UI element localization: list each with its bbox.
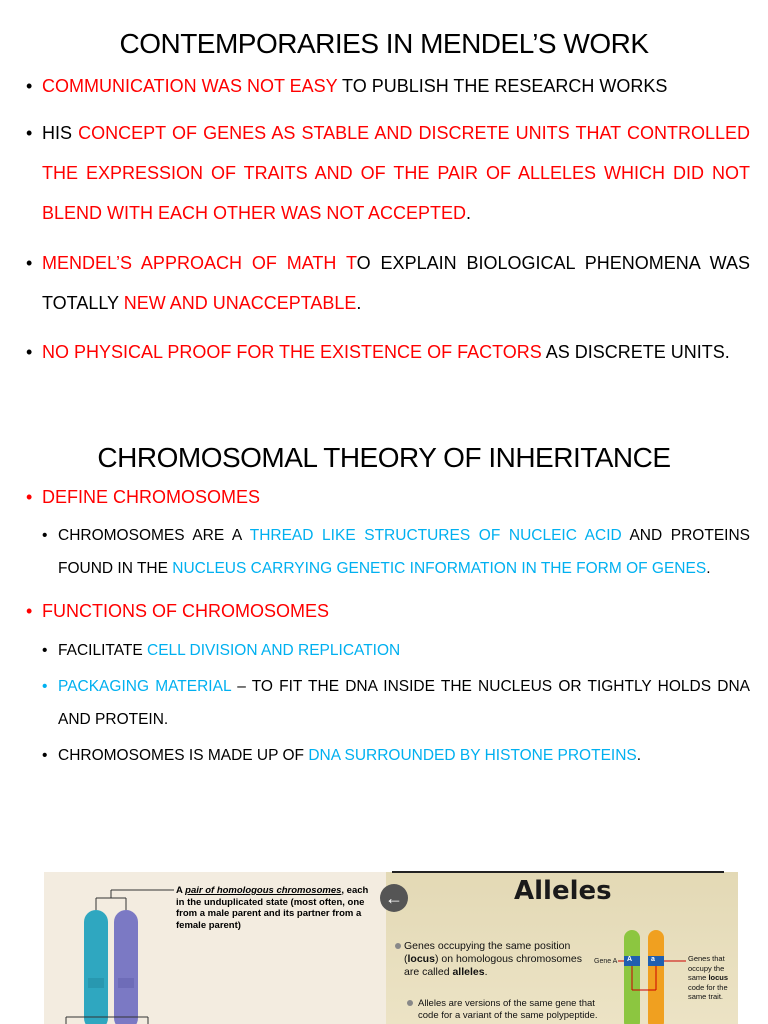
allele-b-label: a — [651, 956, 655, 963]
s1-bullet-4 — [26, 332, 750, 372]
functions-sub-3 — [42, 739, 750, 772]
bullet-dot: • — [26, 253, 33, 273]
s1-bullet-3 — [26, 243, 750, 323]
text-run: CHROMOSOMES ARE A — [58, 527, 250, 544]
text-run: AS DISCRETE UNITS. — [541, 342, 730, 362]
back-arrow-icon[interactable]: ← — [380, 884, 408, 912]
genes-locus-text: Genes occupying the same position (locus) on homologous chromosomes are called alleles. — [404, 940, 583, 978]
define-heading-text: • DEFINE CHROMOSOMES — [26, 487, 261, 507]
s1-bullet-1 — [26, 66, 750, 106]
text-run: FACILITATE — [58, 642, 147, 659]
functions-heading-text: • FUNCTIONS OF CHROMOSOMES — [26, 601, 329, 621]
text-run: AND PROTEINS FOUND IN THE — [58, 527, 750, 577]
same-locus-note: Genes that occupy the same locus code for the same trait. — [688, 954, 729, 1001]
define-sub-1-text — [42, 519, 750, 585]
bullet-dot: • — [42, 678, 48, 695]
alleles-title: Alleles — [514, 876, 612, 906]
bullet-dot: • — [26, 123, 33, 143]
text-run: TO PUBLISH THE RESEARCH WORKS — [337, 76, 668, 96]
functions-sub-3-text — [42, 739, 750, 772]
text-run: O EXPLAIN BIOLOGICAL PHENOMENA WAS TOTALLY — [42, 253, 751, 313]
allele-a-label: A — [627, 956, 633, 963]
section1-title: CONTEMPORARIES IN MENDEL’S WORK — [119, 28, 649, 59]
text-run: DNA SURROUNDED BY HISTONE PROTEINS — [308, 747, 637, 764]
text-run: – TO FIT THE DNA INSIDE THE NUCLEUS OR TIGHTLY HOLDS DNA AND PROTEIN. — [58, 678, 751, 728]
define-heading — [26, 477, 750, 517]
alleles-versions-text: Alleles are versions of the same gene that code for a variant of the same polypeptide. — [418, 998, 598, 1021]
bullet-dot: • — [42, 527, 48, 544]
s1-bullet-3-text — [26, 243, 750, 323]
functions-sub-1 — [42, 634, 750, 667]
text-run: NUCLEUS CARRYING GENETIC INFORMATION IN THE FORM OF GENES — [172, 560, 707, 577]
bullet-dot: • — [26, 76, 33, 96]
text-run: CONCEPT OF GENES AS STABLE AND DISCRETE UNITS THAT CONTROLLED THE EXPRESSION OF TRAITS AND OF THE PAIR OF ALLELES WHICH DID NOT BLEND WITH EACH OTHER WAS NOT ACCEPTED — [42, 123, 751, 223]
bullet-dot: • — [42, 642, 48, 659]
alleles-figure-top-border — [392, 871, 724, 873]
text-run: PACKAGING MATERIAL — [58, 678, 231, 695]
gene-a-label: Gene A — [594, 958, 618, 965]
homologous-caption: A pair of homologous chromosomes, each in the unduplicated state (most often, one from a male parent and its partner from a female parent) — [176, 885, 369, 931]
text-run: NEW AND UNACCEPTABLE — [123, 293, 357, 313]
text-run: . — [636, 747, 642, 764]
s1-bullet-2-text — [26, 113, 750, 233]
s1-bullet-2 — [26, 113, 750, 233]
bullet-dot: • — [42, 747, 48, 764]
text-run: . — [356, 293, 362, 313]
text-run: . — [706, 560, 711, 577]
text-run: HIS — [42, 123, 79, 143]
functions-heading — [26, 591, 750, 631]
bullet-dot: • — [26, 342, 33, 362]
text-run: THREAD LIKE STRUCTURES OF NUCLEIC ACID — [249, 527, 622, 544]
text-run: NO PHYSICAL PROOF FOR THE EXISTENCE OF FACTORS — [42, 342, 542, 362]
section2-title: CHROMOSOMAL THEORY OF INHERITANCE — [97, 442, 671, 473]
text-run: . — [466, 203, 472, 223]
s1-bullet-4-text — [26, 332, 750, 372]
s1-bullet-1-text — [26, 66, 750, 106]
functions-sub-2-text — [42, 670, 750, 736]
text-run: COMMUNICATION WAS NOT EASY — [42, 76, 338, 96]
define-sub-1 — [42, 519, 750, 585]
text-run: MENDEL’S APPROACH OF MATH T — [42, 253, 357, 273]
text-run: CHROMOSOMES IS MADE UP OF — [58, 747, 309, 764]
functions-sub-1-text — [42, 634, 750, 667]
functions-sub-2 — [42, 670, 750, 736]
text-run: CELL DIVISION AND REPLICATION — [147, 642, 401, 659]
